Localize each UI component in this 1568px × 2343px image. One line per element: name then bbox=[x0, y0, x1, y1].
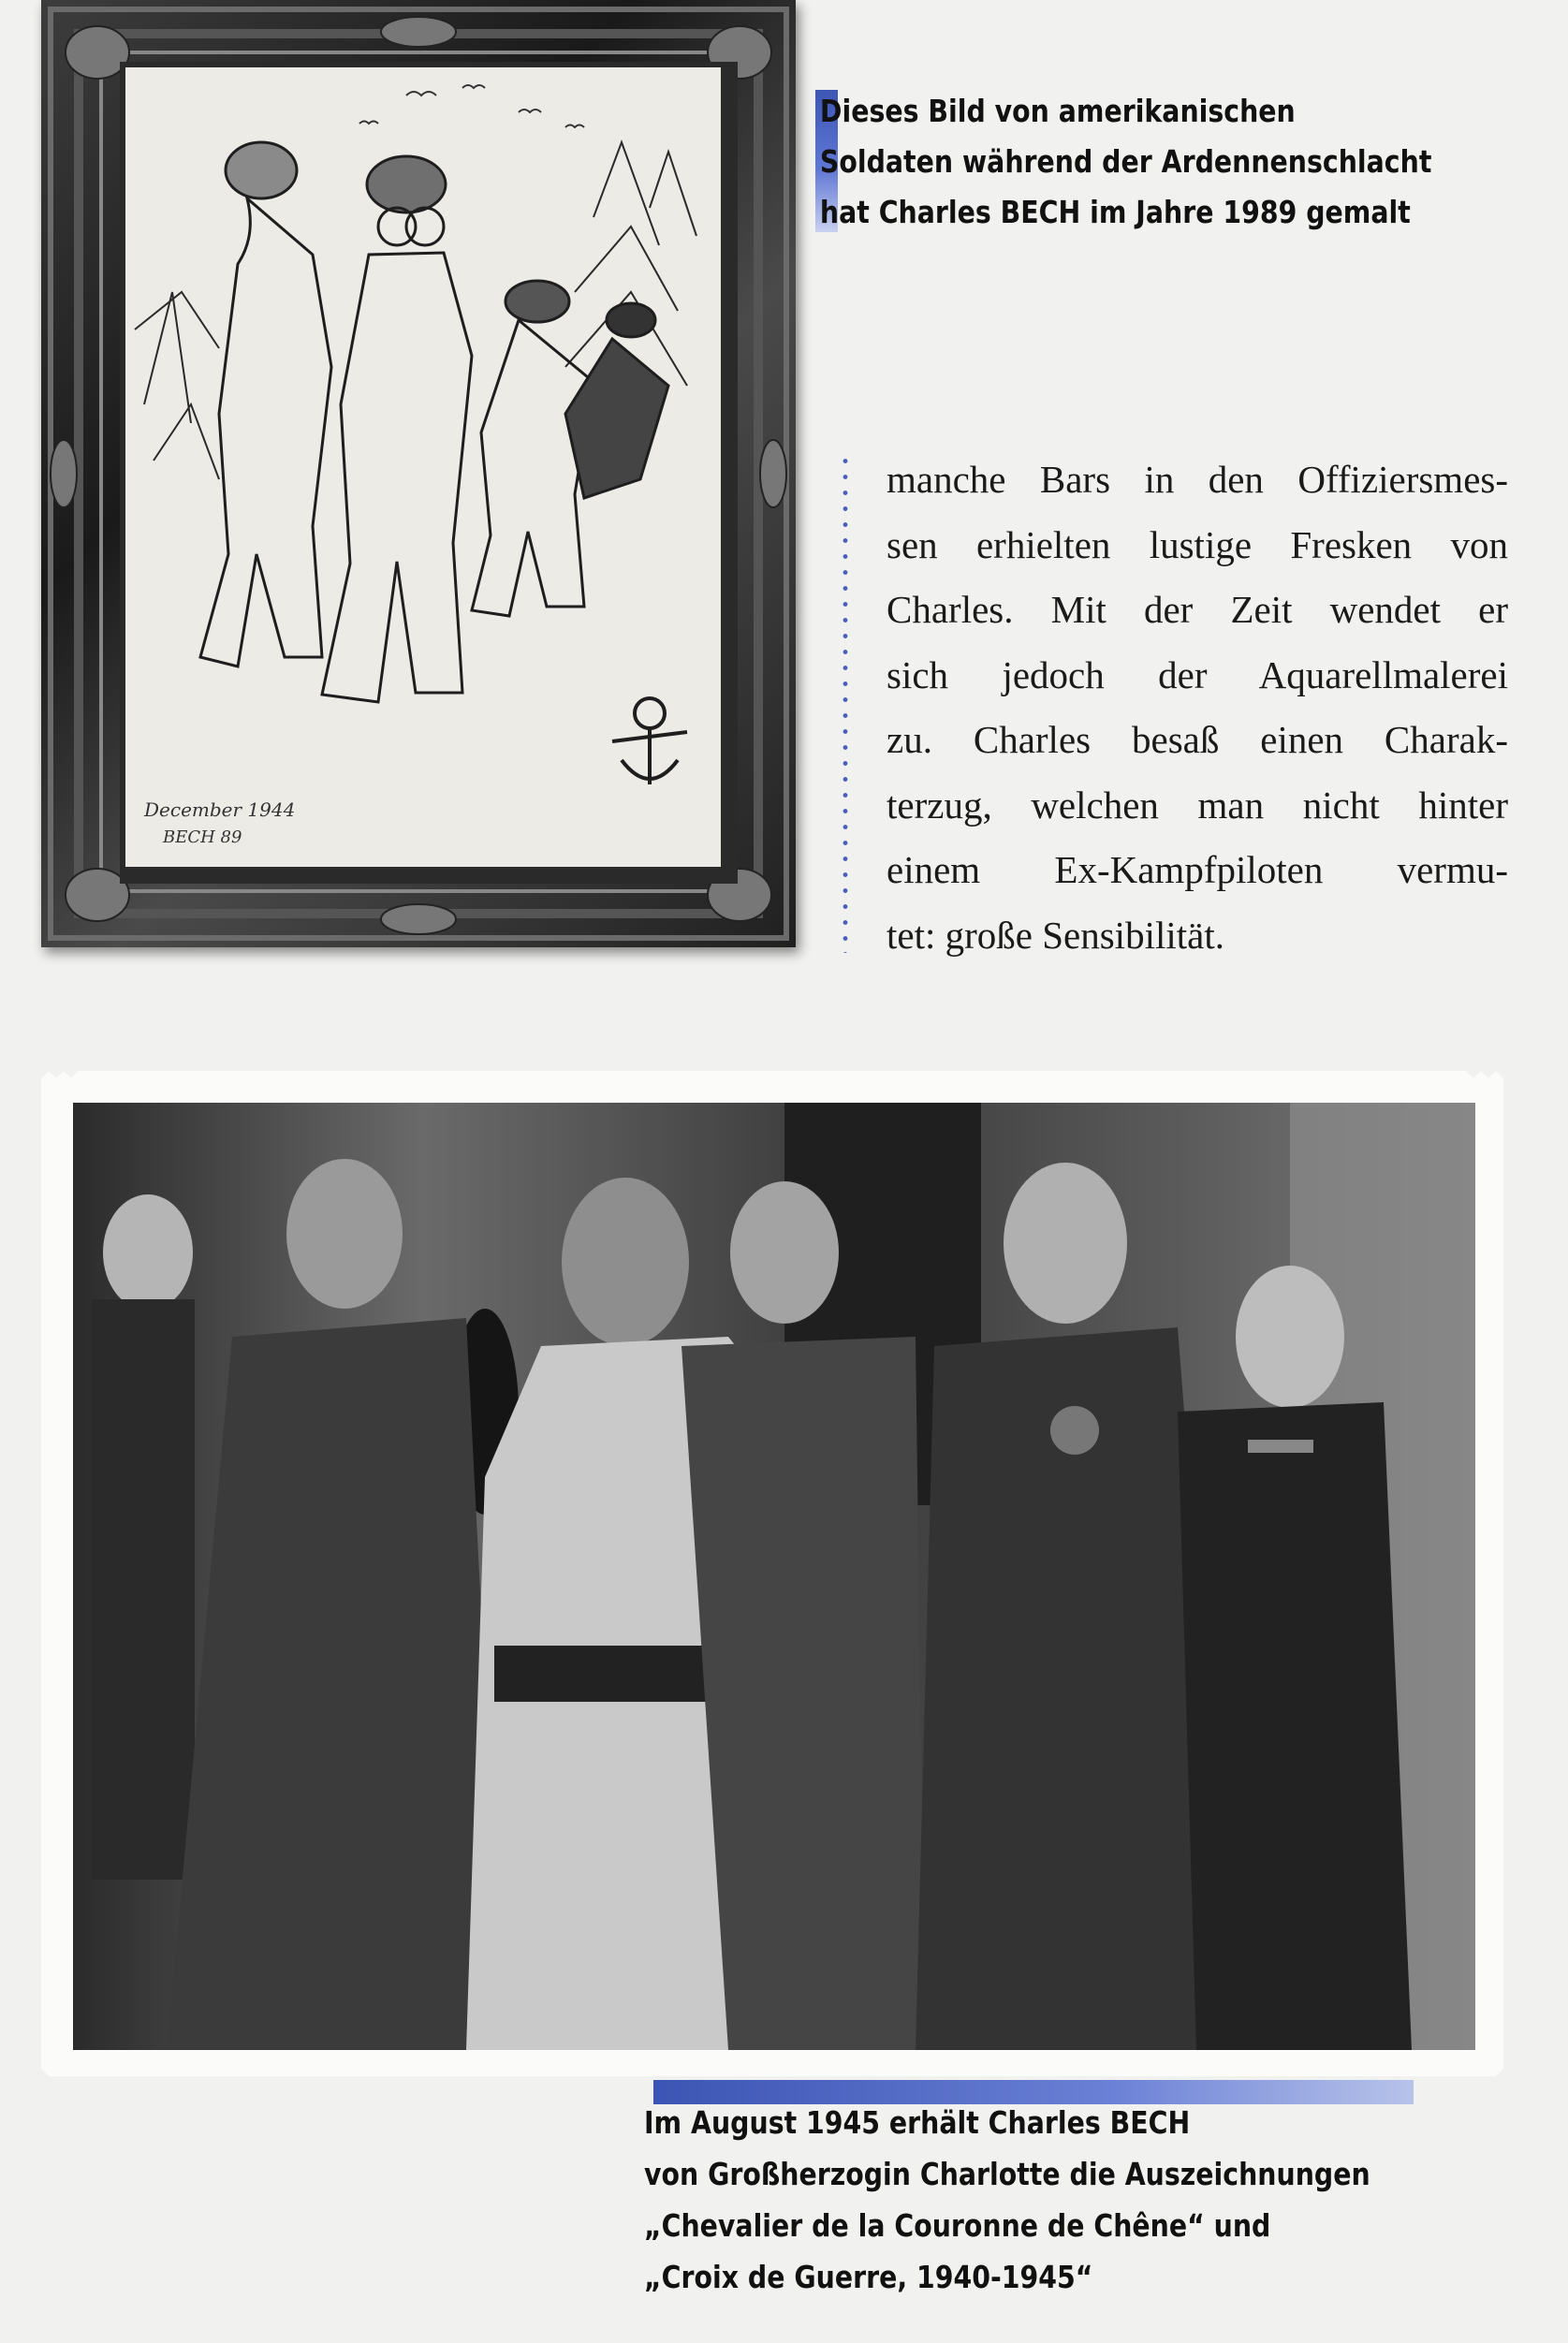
body-line: zu. Charles besaß einen Charak- bbox=[887, 718, 1508, 761]
body-line: tet: große Sensibilität. bbox=[887, 913, 1224, 957]
painting-signature-name: BECH 89 bbox=[163, 827, 242, 847]
body-line: manche Bars in den Offiziersmes- bbox=[887, 458, 1508, 501]
caption-line: Im August 1945 erhält Charles BECH bbox=[644, 2104, 1191, 2141]
painting-caption bbox=[802, 86, 1532, 238]
body-line: sich jedoch der Aquarellmalerei bbox=[887, 652, 1508, 696]
photo-caption bbox=[644, 2080, 1487, 2295]
caption-line: hat Charles BECH im Jahre 1989 gemalt bbox=[819, 194, 1411, 230]
body-line: sen erhielten lustige Fresken von bbox=[887, 522, 1508, 566]
photo-card bbox=[41, 1071, 1503, 2076]
body-line: terzug, welchen man nicht hinter bbox=[887, 783, 1508, 827]
painting-signature-date: December 1944 bbox=[144, 798, 296, 821]
body-line: Charles. Mit der Zeit wendet er bbox=[887, 588, 1508, 631]
painting-frame bbox=[41, 0, 796, 947]
caption-line: Dieses Bild von amerikanischen bbox=[819, 93, 1296, 129]
dotted-rule bbox=[843, 453, 848, 953]
painting-mat bbox=[120, 62, 738, 884]
award-ceremony-photo bbox=[73, 1103, 1475, 2050]
caption-line: „Chevalier de la Couronne de Chêne“ und bbox=[644, 2207, 1271, 2244]
body-paragraph bbox=[887, 447, 1508, 968]
body-line: einem Ex-Kampfpiloten vermu- bbox=[887, 848, 1508, 891]
caption-line: Soldaten während der Ardennenschlacht bbox=[819, 143, 1432, 180]
caption-line: „Croix de Guerre, 1940-1945“ bbox=[644, 2259, 1093, 2295]
soldiers-sketch bbox=[125, 67, 721, 867]
caption-line: von Großherzogin Charlotte die Auszeichnungen bbox=[644, 2156, 1370, 2192]
